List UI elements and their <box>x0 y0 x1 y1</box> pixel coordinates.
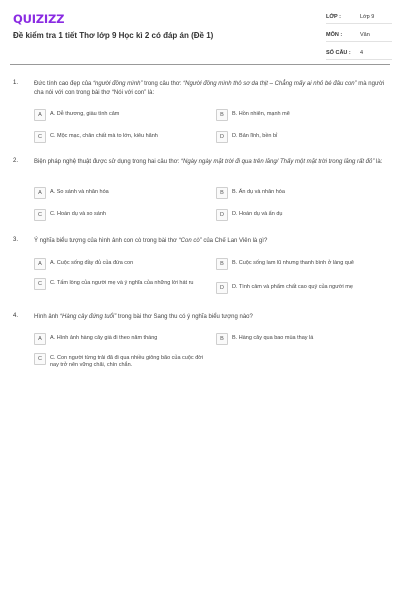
question-number: 1. <box>13 80 19 86</box>
question-2 <box>13 158 393 228</box>
option-d[interactable] <box>216 209 392 221</box>
option-c[interactable] <box>34 278 210 290</box>
option-b[interactable] <box>216 333 392 345</box>
option-checkbox[interactable]: B <box>216 109 228 121</box>
meta-value: 4 <box>360 49 364 56</box>
option-text: A. Hình ảnh hàng cây già đi theo năm tháng <box>50 334 158 341</box>
meta-value: Văn <box>360 31 370 38</box>
quizizz-logo: QUIZIZZ <box>13 12 65 26</box>
meta-label: MÔN : <box>326 31 343 38</box>
option-checkbox[interactable]: D <box>216 131 228 143</box>
question-text: Biện pháp nghệ thuật được sử dụng trong hai câu thơ: “Ngày ngày mặt trời đi qua trên lăng/ Thấy một mặt trời trong lăng rất đỏ” là: <box>34 159 383 165</box>
option-text: C. Hoán dụ và so sánh <box>50 210 106 217</box>
question-3 <box>13 237 393 307</box>
option-text: D. Bản lĩnh, bền bỉ <box>232 132 278 139</box>
question-number: 3. <box>13 237 19 243</box>
meta-row-subject <box>326 28 392 42</box>
option-text: D. Tình cảm và phẩm chất cao quý của người mẹ <box>232 283 353 290</box>
option-text: B. Hàng cây qua bao mùa thay lá <box>232 334 314 341</box>
option-checkbox[interactable]: B <box>216 187 228 199</box>
meta-value: Lớp 9 <box>360 13 375 20</box>
option-c[interactable] <box>34 131 210 143</box>
meta-label: LỚP : <box>326 13 341 20</box>
option-a[interactable] <box>34 333 210 345</box>
worksheet-title: Đề kiểm tra 1 tiết Thơ lớp 9 Học kì 2 có đáp án (Đề 1) <box>13 31 214 40</box>
meta-row-class <box>326 10 392 24</box>
option-text: C. Mộc mạc, chân chất mà to lớn, kiêu hãnh <box>50 132 158 139</box>
option-checkbox[interactable]: C <box>34 278 46 290</box>
option-text: C. Con người từng trải đã đi qua nhiều giông bão của cuộc đời nay trở nên vững chãi, chín chắn. <box>50 354 204 368</box>
option-d[interactable] <box>216 282 392 294</box>
option-text: A. Dễ thương, giàu tình cảm <box>50 110 120 117</box>
question-text: Ý nghĩa biểu tượng của hình ảnh con cò trong bài thơ “Con cò” của Chế Lan Viên là gì? <box>34 238 268 244</box>
option-checkbox[interactable]: C <box>34 209 46 221</box>
option-text: A. Cuộc sống đầy đủ của đứa con <box>50 259 134 266</box>
worksheet-meta <box>326 10 392 64</box>
option-c[interactable] <box>34 209 210 221</box>
option-checkbox[interactable]: C <box>34 131 46 143</box>
option-b[interactable] <box>216 258 392 270</box>
option-a[interactable] <box>34 258 210 270</box>
option-b[interactable] <box>216 109 392 121</box>
option-text: D. Hoán dụ và ẩn dụ <box>232 210 283 217</box>
option-text: A. So sánh và nhân hóa <box>50 188 109 195</box>
option-a[interactable] <box>34 109 210 121</box>
question-number: 4. <box>13 313 19 319</box>
option-text: B. Ẩn dụ và nhân hóa <box>232 188 285 195</box>
option-b[interactable] <box>216 187 392 199</box>
header-divider <box>10 64 390 65</box>
option-text: B. Hồn nhiên, mạnh mẽ <box>232 110 290 117</box>
option-checkbox[interactable]: B <box>216 258 228 270</box>
question-text: Đức tính cao đẹp của “người đồng mình” trong câu thơ: “Người đồng mình thô sơ da thịt – Chẳng mấy ai nhỏ bé đâu con” mà người cha nói với con trong bài thơ “Nói với con” là: <box>34 81 385 96</box>
option-checkbox[interactable]: D <box>216 282 228 294</box>
option-checkbox[interactable]: A <box>34 258 46 270</box>
option-checkbox[interactable]: C <box>34 353 46 365</box>
option-a[interactable] <box>34 187 210 199</box>
option-c[interactable] <box>34 353 210 370</box>
option-checkbox[interactable]: A <box>34 333 46 345</box>
option-checkbox[interactable]: B <box>216 333 228 345</box>
option-text: C. Tấm lòng của người mẹ và ý nghĩa của những lời hát ru <box>50 279 194 286</box>
option-checkbox[interactable]: A <box>34 187 46 199</box>
question-number: 2. <box>13 158 19 164</box>
question-text: Hình ảnh “Hàng cây đứng tuổi” trong bài thơ Sang thu có ý nghĩa biểu tượng nào? <box>34 314 253 320</box>
option-text: B. Cuộc sống lam lũ nhưng thanh bình ở làng quê <box>232 259 354 266</box>
meta-row-question-count <box>326 46 392 60</box>
option-checkbox[interactable]: D <box>216 209 228 221</box>
question-1 <box>13 80 393 150</box>
meta-label: SỐ CÂU : <box>326 49 351 56</box>
option-checkbox[interactable]: A <box>34 109 46 121</box>
question-4 <box>13 313 393 383</box>
option-d[interactable] <box>216 131 392 143</box>
